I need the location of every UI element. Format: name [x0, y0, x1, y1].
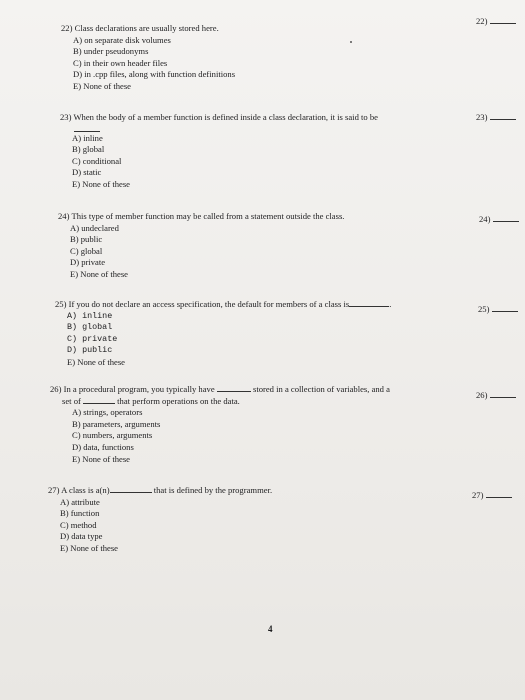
option-e: E) None of these: [73, 80, 131, 91]
option-b: B) global: [72, 144, 105, 155]
answer-blank-25: 25): [478, 304, 518, 315]
option-b: B) parameters, arguments: [72, 418, 161, 429]
option-c: C) in their own header files: [73, 57, 168, 68]
answer-blank-22: 22): [476, 16, 516, 27]
question-stem: 23) When the body of a member function is defined inside a class declaration, it is said to be: [60, 112, 378, 122]
options-list: [61, 35, 235, 93]
option-e: E) None of these: [72, 453, 130, 464]
option-b: B) public: [70, 234, 103, 245]
answer-blank-27: 27): [472, 490, 512, 501]
options-list: [60, 133, 378, 191]
question-stem-continued: set of that perform operations on the data.: [62, 395, 240, 406]
question-stem: 25) If you do not declare an access specification, the default for members of a class is .: [55, 299, 392, 309]
answer-blank-26: 26): [476, 390, 516, 401]
option-a: A) on separate disk volumes: [73, 34, 171, 45]
option-b: B) under pseudonyms: [73, 46, 149, 57]
option-c: C) conditional: [72, 155, 122, 166]
option-b: B) function: [60, 508, 100, 519]
option-d: D) in .cpp files, along with function definitions: [73, 69, 236, 80]
question-stem: 22) Class declarations are usually stored here.: [61, 23, 219, 33]
pen-dot: [350, 41, 352, 43]
fill-in-blank-2: [83, 403, 115, 404]
answer-blank-24: 24): [479, 214, 519, 225]
question-23: [60, 112, 378, 191]
option-d: D) static: [72, 167, 102, 178]
option-a: A) attribute: [60, 496, 100, 507]
fill-in-blank: [349, 306, 389, 307]
option-a: A) strings, operators: [72, 407, 143, 418]
options-list: [48, 497, 272, 555]
question-25: [55, 299, 391, 369]
option-a: A) undeclared: [70, 222, 119, 233]
option-b: B) global: [67, 322, 113, 333]
question-22: [61, 23, 235, 93]
option-d: D) data, functions: [72, 441, 134, 452]
question-stem: 27) A class is a(n) that is defined by the programmer.: [48, 485, 273, 495]
option-c: C) global: [70, 245, 103, 256]
options-list: [50, 407, 390, 465]
option-a: A) inline: [67, 310, 113, 321]
question-24: [58, 211, 344, 281]
option-a: A) inline: [72, 132, 103, 143]
option-e: E) None of these: [72, 178, 130, 189]
answer-blank-23: 23): [476, 112, 516, 123]
option-d: D) public: [67, 345, 113, 356]
option-c: C) numbers, arguments: [72, 430, 153, 441]
options-list: [55, 311, 391, 369]
option-e: E) None of these: [70, 268, 128, 279]
option-c: C) method: [60, 519, 97, 530]
answer-underline-row: [60, 124, 378, 132]
question-27: [48, 485, 272, 555]
question-stem: 24) This type of member function may be called from a statement outside the class.: [58, 211, 345, 221]
option-d: D) data type: [60, 531, 103, 542]
option-e: E) None of these: [60, 542, 118, 553]
question-stem: 26) In a procedural program, you typically have stored in a collection of variables, and a: [50, 384, 390, 394]
option-d: D) private: [70, 257, 106, 268]
fill-in-blank-1: [217, 391, 251, 392]
page-number: 4: [268, 624, 273, 634]
question-26: [50, 384, 390, 465]
option-c: C) private: [67, 333, 118, 344]
option-e: E) None of these: [67, 356, 125, 367]
fill-in-blank: [74, 131, 100, 132]
options-list: [58, 223, 344, 281]
fill-in-blank: [110, 492, 152, 493]
